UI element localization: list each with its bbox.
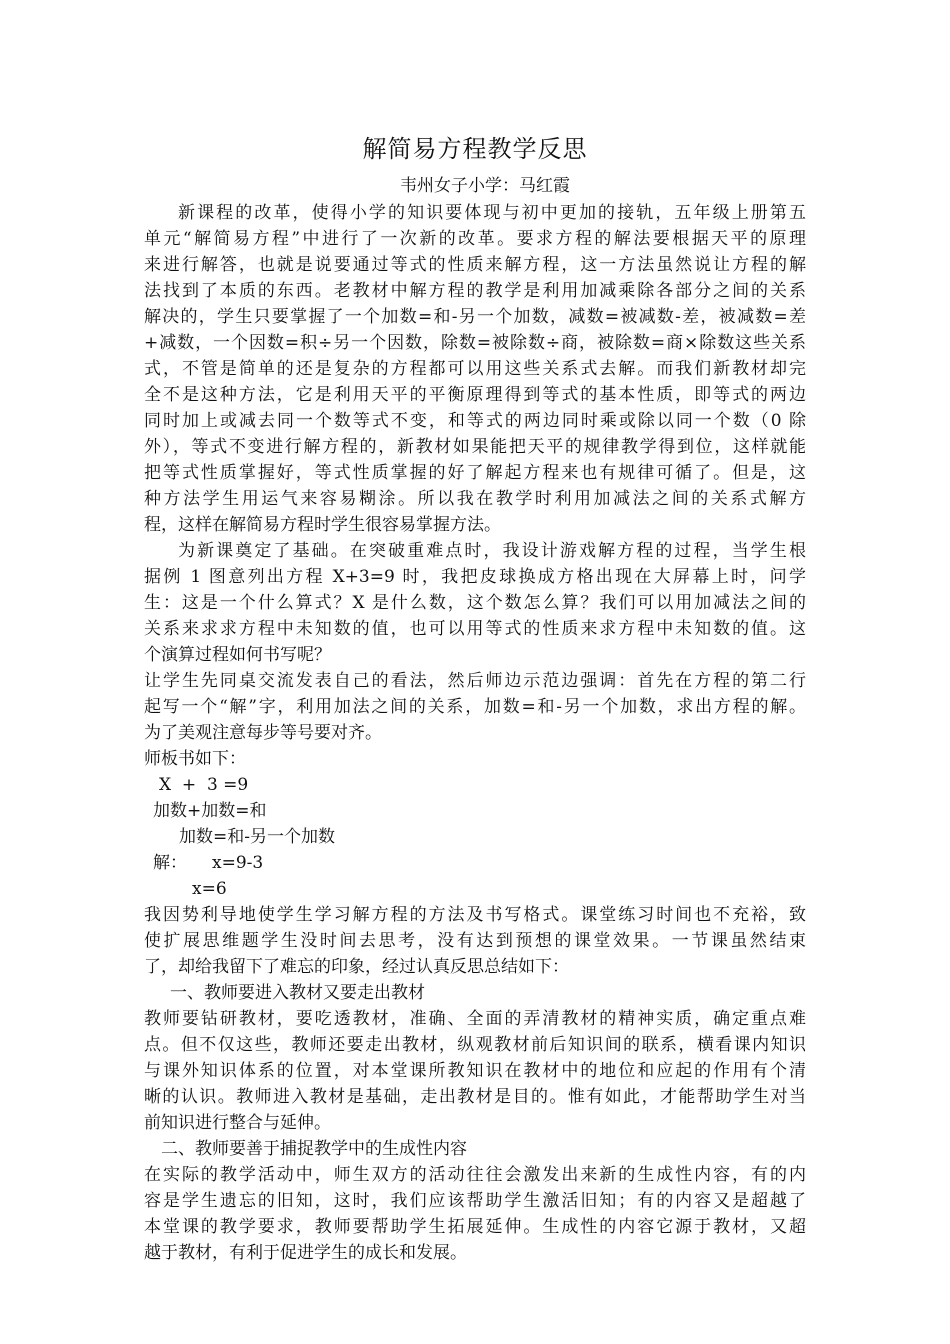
paragraph-line: 与课外知识体系的位置，对本堂课所教知识在教材中的地位和应起的作用有个清 <box>144 1061 806 1081</box>
paragraph-line: 法找到了本质的东西。老教材中解方程的教学是利用加减乘除各部分之间的关系 <box>144 281 806 301</box>
board-step: x=9-3 <box>212 853 264 873</box>
paragraph-line: 师板书如下： <box>144 749 246 769</box>
paragraph-line: 晰的认识。教师进入教材是基础，走出教材是目的。惟有如此，才能帮助学生对当 <box>144 1087 806 1107</box>
paragraph-line: 为新课奠定了基础。在突破重难点时，我设计游戏解方程的过程，当学生根 <box>178 541 806 561</box>
board-relation: 加数=和-另一个加数 <box>179 827 335 847</box>
paragraph-line: 在实际的教学活动中，师生双方的活动往往会激发出来新的生成性内容，有的内 <box>144 1165 806 1185</box>
board-equation: X + 3 =9 <box>159 775 249 795</box>
paragraph-line: 生：这是一个什么算式？X 是什么数，这个数怎么算？我们可以用加减法之间的 <box>144 593 806 613</box>
paragraph-line: 来进行解答，也就是说要通过等式的性质来解方程，这一方法虽然说让方程的解 <box>144 255 806 275</box>
paragraph-line: 外），等式不变进行解方程的，新教材如果能把天平的规律教学得到位，这样就能 <box>144 437 806 457</box>
paragraph-line: 新课程的改革，使得小学的知识要体现与初中更加的接轨，五年级上册第五 <box>178 203 806 223</box>
paragraph-line: 同时加上或减去同一个数等式不变，和等式的两边同时乘或除以同一个数（0 除 <box>144 411 806 431</box>
paragraph-line: 起写一个“解”字，利用加法之间的关系，加数=和-另一个加数，求出方程的解。 <box>144 697 806 717</box>
paragraph-line: 关系来求求方程中未知数的值，也可以用等式的性质来求方程中未知数的值。这 <box>144 619 806 639</box>
board-relation: 加数+加数=和 <box>153 801 267 821</box>
paragraph-line: 为了美观注意每步等号要对齐。 <box>144 723 382 743</box>
paragraph-line: 本堂课的教学要求，教师要帮助学生拓展延伸。生成性的内容它源于教材，又超 <box>144 1217 806 1237</box>
document-title: 解简易方程教学反思 <box>362 135 588 163</box>
paragraph-line: 据例 1 图意列出方程 X+3=9 时，我把皮球换成方格出现在大屏幕上时，问学 <box>144 567 806 587</box>
board-solve-label: 解： <box>153 853 187 873</box>
section-heading: 二、教师要善于捕捉教学中的生成性内容 <box>161 1139 467 1159</box>
paragraph-line: +减数，一个因数=积÷另一个因数，除数=被除数÷商，被除数=商×除数这些关系 <box>144 333 806 353</box>
paragraph-line: 把等式性质掌握好，等式性质掌握的好了解起方程来也有规律可循了。但是，这 <box>144 463 806 483</box>
paragraph-line: 种方法学生用运气来容易糊涂。所以我在教学时利用加减法之间的关系式解方 <box>144 489 806 509</box>
paragraph-line: 前知识进行整合与延伸。 <box>144 1113 331 1133</box>
section-heading: 一、教师要进入教材又要走出教材 <box>170 983 425 1003</box>
paragraph-line: 越于教材，有利于促进学生的成长和发展。 <box>144 1243 467 1263</box>
paragraph-line: 程，这样在解简易方程时学生很容易掌握方法。 <box>144 515 501 535</box>
paragraph-line: 个演算过程如何书写呢？ <box>144 645 331 665</box>
paragraph-line: 让学生先同桌交流发表自己的看法，然后师边示范边强调：首先在方程的第二行 <box>144 671 806 691</box>
paragraph-line: 单元“解简易方程”中进行了一次新的改革。要求方程的解法要根据天平的原理 <box>144 229 806 249</box>
paragraph-line: 解决的，学生只要掌握了一个加数=和-另一个加数，减数=被减数-差，被减数=差 <box>144 307 806 327</box>
paragraph-line: 式，不管是简单的还是复杂的方程都可以用这些关系式去解。而我们新教材却完 <box>144 359 806 379</box>
paragraph-line: 教师要钻研教材，要吃透教材，准确、全面的弄清教材的精神实质，确定重点难 <box>144 1009 806 1029</box>
document-author: 韦州女子小学：马红霞 <box>400 176 570 196</box>
paragraph-line: 点。但不仅这些，教师还要走出教材，纵观教材前后知识间的联系，横看课内知识 <box>144 1035 806 1055</box>
board-result: x=6 <box>192 879 227 899</box>
paragraph-line: 全不是这种方法，它是利用天平的平衡原理得到等式的基本性质，即等式的两边 <box>144 385 806 405</box>
paragraph-line: 我因势利导地使学生学习解方程的方法及书写格式。课堂练习时间也不充裕，致 <box>144 905 806 925</box>
paragraph-line: 了，却给我留下了难忘的印象，经过认真反思总结如下： <box>144 957 569 977</box>
paragraph-line: 使扩展思维题学生没时间去思考，没有达到预想的课堂效果。一节课虽然结束 <box>144 931 806 951</box>
paragraph-line: 容是学生遗忘的旧知，这时，我们应该帮助学生激活旧知；有的内容又是超越了 <box>144 1191 806 1211</box>
